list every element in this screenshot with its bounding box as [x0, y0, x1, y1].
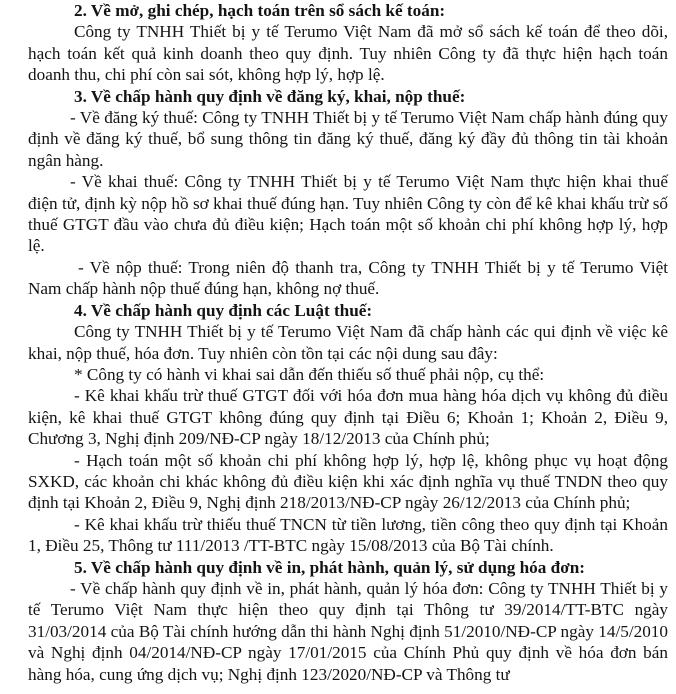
paragraph-pit-withholding: - Kê khai khấu trừ thiếu thuế TNCN từ tiền lương, tiền công theo quy định tại Khoản 1, Điều 25, Thông tư 111/2013 /TT-BTC ngày 15/08/2013 của Bộ Tài chính.	[28, 514, 668, 556]
paragraph-tax-laws-intro: Công ty TNHH Thiết bị y tế Terumo Việt Nam đã chấp hành các qui định về việc kê khai, nộp thuế, hóa đơn. Tuy nhiên còn tồn tại các nội dung sau đây:	[28, 322, 668, 363]
document-page	[28, 0, 668, 685]
section-heading-tax-laws: 4. Về chấp hành quy định các Luật thuế:	[74, 300, 373, 320]
section-heading-tax-registration: 3. Về chấp hành quy định về đăng ký, khai, nộp thuế:	[74, 86, 466, 106]
paragraph-tax-registration: - Về đăng ký thuế: Công ty TNHH Thiết bị y tế Terumo Việt Nam chấp hành đúng quy định về đăng ký thuế, bổ sung thông tin đăng ký thuế, đăng ký đầy đủ thông tin tài khoản ngân hàng.	[28, 108, 668, 170]
paragraph-tax-laws-violation: * Công ty có hành vi khai sai dẫn đến thiếu số thuế phải nộp, cụ thể:	[74, 364, 545, 384]
paragraph-tax-payment: - Về nộp thuế: Trong niên độ thanh tra, Công ty TNHH Thiết bị y tế Terumo Việt Nam chấp hành nộp thuế đúng hạn, không nợ thuế.	[28, 257, 668, 299]
paragraph-accounting: Công ty TNHH Thiết bị y tế Terumo Việt Nam đã mở sổ sách kế toán để theo dõi, hạch toán kết quả kinh doanh theo quy định. Tuy nhiên Công ty đã thực hiện hạch toán doanh thu, chi phí còn sai sót, không hợp lý, hợp lệ.	[28, 22, 668, 85]
paragraph-invoice-management: - Về chấp hành quy định về in, phát hành, quản lý hóa đơn: Công ty TNHH Thiết bị y tế Terumo Việt Nam thực hiện theo quy định tại Thông tư 39/2014/TT-BTC ngày 31/03/2014 của Bộ Tài chính hướng dẫn thi hành Nghị định 51/2010/NĐ-CP ngày 14/5/2010 và Nghị định 04/2014/NĐ-CP ngày 17/01/2015 của Chính Phủ quy định về hóa đơn bán hàng hóa, cung ứng dịch vụ; Nghị định 123/2020/NĐ-CP và Thông tư	[28, 578, 668, 684]
section-heading-accounting: 2. Về mở, ghi chép, hạch toán trên sổ sách kế toán:	[74, 1, 446, 20]
paragraph-vat-deduction: - Kê khai khấu trừ thuế GTGT đối với hóa đơn mua hàng hóa dịch vụ không đủ điều kiện, kê khai thuế GTGT không đúng quy định tại Điều 6; Khoản 1; Khoản 2, Điều 9, Chương 3, Nghị định 209/NĐ-CP ngày 18/12/2013 của Chính phủ;	[28, 386, 668, 449]
section-heading-invoices: 5. Về chấp hành quy định về in, phát hành, quản lý, sử dụng hóa đơn:	[74, 557, 586, 577]
paragraph-tax-declaration: - Về khai thuế: Công ty TNHH Thiết bị y tế Terumo Việt Nam thực hiện khai thuế điện tử, định kỳ nộp hồ sơ khai thuế đúng hạn. Tuy nhiên Công ty còn để kê khai khấu trừ số thuế GTGT đầu vào chưa đủ điều kiện; Hạch toán một số khoản chi phí không hợp lý, hợp lệ.	[28, 172, 668, 256]
paragraph-cit-expenses: - Hạch toán một số khoản chi phí không hợp lý, hợp lệ, không phục vụ hoạt động SXKD, các khoản chi khác không đủ điều kiện khi xác định nghĩa vụ thuế TNDN theo quy định tại Khoản 2, Điều 9, Nghị định 218/2013/NĐ-CP ngày 26/12/2013 của Chính phủ;	[28, 450, 668, 513]
